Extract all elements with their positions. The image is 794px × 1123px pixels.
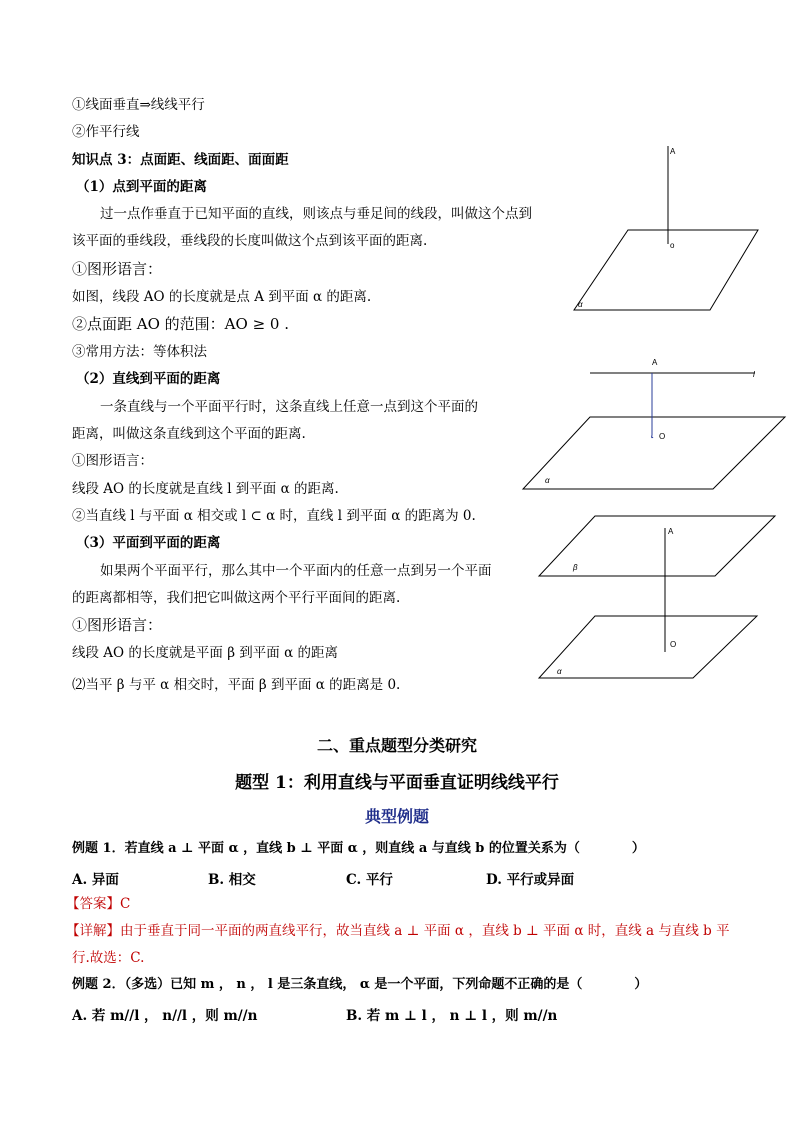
plane-plane-zero-case: ⑵当平 β 与平 α 相交时，平面 β 到平面 α 的距离是 0.: [72, 677, 401, 693]
point-plane-method: ③常用方法：等体积法: [72, 344, 207, 360]
point-plane-range: ②点面距 AO 的范围：AO ≥ 0 .: [72, 315, 289, 333]
example-1-detail-1: [66, 922, 730, 940]
label-O: O: [659, 432, 666, 441]
label-O: o: [670, 241, 675, 250]
example-1-detail-2: 行.故选：C.: [72, 950, 145, 966]
line-plane-definition-1: 一条直线与一个平面平行时，这条直线上任意一点到这个平面的: [100, 399, 478, 415]
example-1-option-d: D. 平行或异面: [486, 872, 575, 888]
line-plane-zero-case: ②当直线 l 与平面 α 相交或 l ⊂ α 时，直线 l 到平面 α 的距离为 0.: [72, 508, 476, 524]
detail-label: 【详解】: [66, 923, 120, 939]
label-alpha: α: [578, 300, 583, 309]
label-alpha: α: [545, 476, 550, 485]
typical-examples-heading: 典型例题: [364, 807, 429, 826]
example-1-option-b: B. 相交: [208, 872, 256, 888]
point-plane-graphic-text: 如图，线段 AO 的长度就是点 A 到平面 α 的距离.: [72, 289, 372, 305]
point-plane-figure: [560, 140, 760, 320]
point-plane-distance-title: （1）点到平面的距离: [76, 179, 207, 195]
plane-alpha-shape: [539, 616, 757, 678]
point-plane-definition-1: 过一点作垂直于已知平面的直线，则该点与垂足间的线段，叫做这个点到: [100, 206, 532, 222]
segment-AO: [652, 373, 653, 438]
example-1-option-a: A. 异面: [72, 872, 119, 888]
example-2-option-a: A. 若 m//l ， n//l ，则 m//n: [72, 1008, 258, 1024]
label-A: A: [652, 358, 658, 367]
plane-plane-definition-2: 的距离都相等，我们把它叫做这两个平行平面间的距离.: [72, 590, 401, 606]
plane-alpha-shape: [574, 230, 758, 310]
label-beta: β: [573, 563, 578, 572]
answer-value: C: [120, 896, 131, 912]
section-title: 二、重点题型分类研究: [316, 736, 477, 755]
label-alpha: α: [557, 667, 562, 676]
line-plane-graphic-text: 线段 AO 的长度就是直线 l 到平面 α 的距离.: [72, 481, 339, 497]
example-1-question: 例题 1．若直线 a ⊥ 平面 α ，直线 b ⊥ 平面 α ，则直线 a 与直线 b 的位置关系为（ ）: [72, 841, 645, 856]
line-plane-figure: [515, 355, 794, 500]
plane-plane-graphic-text: 线段 AO 的长度就是平面 β 到平面 α 的距离: [72, 645, 338, 661]
plane-plane-definition-1: 如果两个平面平行，那么其中一个平面内的任意一点到另一个平面: [100, 563, 492, 579]
detail-text-1: 由于垂直于同一平面的两直线平行，故当直线 a ⊥ 平面 α ，直线 b ⊥ 平面 α 时，直线 a 与直线 b 平: [120, 923, 730, 939]
plane-plane-figure: [535, 512, 780, 682]
knowledge-point-3-title: 知识点 3：点面距、线面距、面面距: [72, 152, 289, 168]
plane-plane-graphic-label: ①图形语言：: [72, 616, 163, 634]
answer-label: 【答案】: [66, 896, 120, 912]
plane-alpha-shape: [523, 417, 785, 489]
note-line-1: ①线面垂直⇒线线平行: [72, 97, 205, 113]
line-plane-distance-title: （2）直线到平面的距离: [76, 371, 221, 387]
label-A: A: [668, 527, 674, 536]
point-plane-graphic-label: ①图形语言：: [72, 260, 163, 278]
topic-title: 题型 1：利用直线与平面垂直证明线线平行: [235, 773, 559, 793]
label-l: l: [753, 370, 755, 379]
line-plane-definition-2: 距离，叫做这条直线到这个平面的距离.: [72, 426, 306, 442]
example-2-question: 例题 2．（多选）已知 m ， n ， l 是三条直线， α 是一个平面，下列命题不正确的是（ ）: [72, 977, 648, 992]
line-plane-graphic-label: ①图形语言：: [72, 453, 153, 469]
label-A: A: [670, 147, 676, 156]
example-1-option-c: C. 平行: [346, 872, 393, 888]
point-plane-definition-2: 该平面的垂线段，垂线段的长度叫做这个点到该平面的距离.: [72, 233, 428, 249]
example-2-option-b: B. 若 m ⊥ l ， n ⊥ l ，则 m//n: [346, 1008, 558, 1024]
note-line-2: ②作平行线: [72, 124, 140, 140]
plane-plane-distance-title: （3）平面到平面的距离: [76, 535, 221, 551]
label-O: O: [670, 640, 677, 649]
example-1-answer: [66, 895, 130, 913]
